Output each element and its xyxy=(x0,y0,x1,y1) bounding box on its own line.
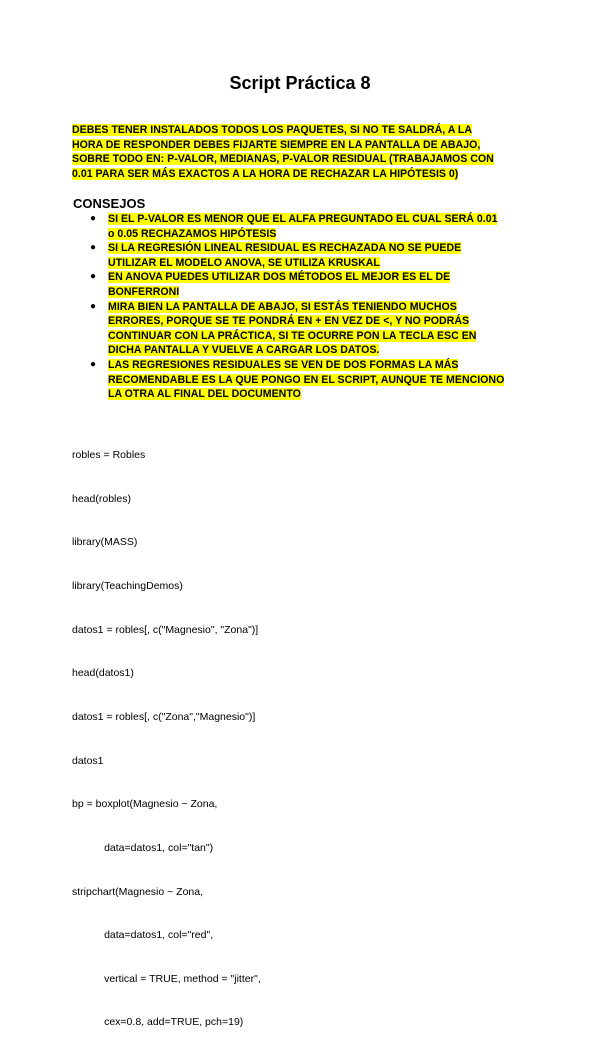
tip-line: o 0.05 RECHAZAMOS HIPÓTESIS xyxy=(108,227,277,240)
code-line: head(robles) xyxy=(72,492,131,505)
code-line: library(MASS) xyxy=(72,536,138,549)
bullet-icon: ● xyxy=(90,242,97,254)
tip-item xyxy=(86,270,534,299)
tip-line: UTILIZAR EL MODELO ANOVA, SE UTILIZA KRUSKAL xyxy=(108,256,380,269)
intro-line: HORA DE RESPONDER DEBES FIJARTE SIEMPRE EN LA PANTALLA DE ABAJO, xyxy=(72,138,481,151)
code-line: robles = Robles xyxy=(72,449,146,462)
intro-line: DEBES TENER INSTALADOS TODOS LOS PAQUETES, SI NO TE SALDRÁ, A LA xyxy=(72,124,473,136)
tip-item xyxy=(86,212,534,241)
code-line: data=datos1, col="red", xyxy=(72,929,214,942)
bullet-icon: ● xyxy=(90,300,97,312)
bullet-icon: ● xyxy=(90,271,97,283)
tip-line: LAS REGRESIONES RESIDUALES SE VEN DE DOS FORMAS LA MÁS xyxy=(108,358,459,371)
consejos-heading: CONSEJOS xyxy=(73,196,146,211)
code-line: datos1 = robles[, c("Zona","Magnesio")] xyxy=(72,710,256,723)
code-line: cex=0.8, add=TRUE, pch=19) xyxy=(72,1016,244,1029)
tip-line: ERRORES, PORQUE SE TE PONDRÁ EN + EN VEZ DE <, Y NO PODRÁS xyxy=(108,315,470,328)
code-line: datos1 = robles[, c("Magnesio", "Zona")] xyxy=(72,623,259,636)
tip-line: LA OTRA AL FINAL DEL DOCUMENTO xyxy=(108,388,301,401)
tip-line: SI LA REGRESIÓN LINEAL RESIDUAL ES RECHAZADA NO SE PUEDE xyxy=(108,242,462,255)
intro-paragraph xyxy=(72,123,532,181)
tips-list xyxy=(86,212,534,402)
tip-line: MIRA BIEN LA PANTALLA DE ABAJO, SI ESTÁS TENIENDO MUCHOS xyxy=(108,300,457,313)
intro-line: 0.01 PARA SER MÁS EXACTOS A LA HORA DE RECHAZAR LA HIPÓTESIS 0) xyxy=(72,167,459,180)
tip-line: EN ANOVA PUEDES UTILIZAR DOS MÉTODOS EL MEJOR ES EL DE xyxy=(108,271,451,284)
tip-item xyxy=(86,358,534,402)
code-line: library(TeachingDemos) xyxy=(72,580,183,593)
bullet-icon: ● xyxy=(90,213,97,224)
intro-line: SOBRE TODO EN: P-VALOR, MEDIANAS, P-VALOR RESIDUAL (TRABAJAMOS CON xyxy=(72,153,494,166)
tip-item xyxy=(86,300,534,358)
code-line: head(datos1) xyxy=(72,667,134,680)
code-line: bp = boxplot(Magnesio ~ Zona, xyxy=(72,798,218,811)
tip-line: CONTINUAR CON LA PRÁCTICA, SI TE OCURRE PON LA TECLA ESC EN xyxy=(108,329,477,342)
bullet-icon: ● xyxy=(90,358,97,370)
code-line: datos1 xyxy=(72,754,104,767)
tip-line: DICHA PANTALLA Y VUELVE A CARGAR LOS DATOS. xyxy=(108,344,380,357)
tip-line: BONFERRONI xyxy=(108,285,180,298)
tip-line: RECOMENDABLE ES LA QUE PONGO EN EL SCRIPT, AUNQUE TE MENCIONO xyxy=(108,373,505,386)
code-line: data=datos1, col="tan") xyxy=(72,841,214,854)
code-line: vertical = TRUE, method = "jitter", xyxy=(72,972,261,985)
tip-line: SI EL P-VALOR ES MENOR QUE EL ALFA PREGUNTADO EL CUAL SERÁ 0.01 xyxy=(108,213,498,225)
tip-item xyxy=(86,241,534,270)
page-title: Script Práctica 8 xyxy=(229,73,371,93)
r-script-block xyxy=(72,419,261,1059)
code-line: stripchart(Magnesio ~ Zona, xyxy=(72,885,204,898)
